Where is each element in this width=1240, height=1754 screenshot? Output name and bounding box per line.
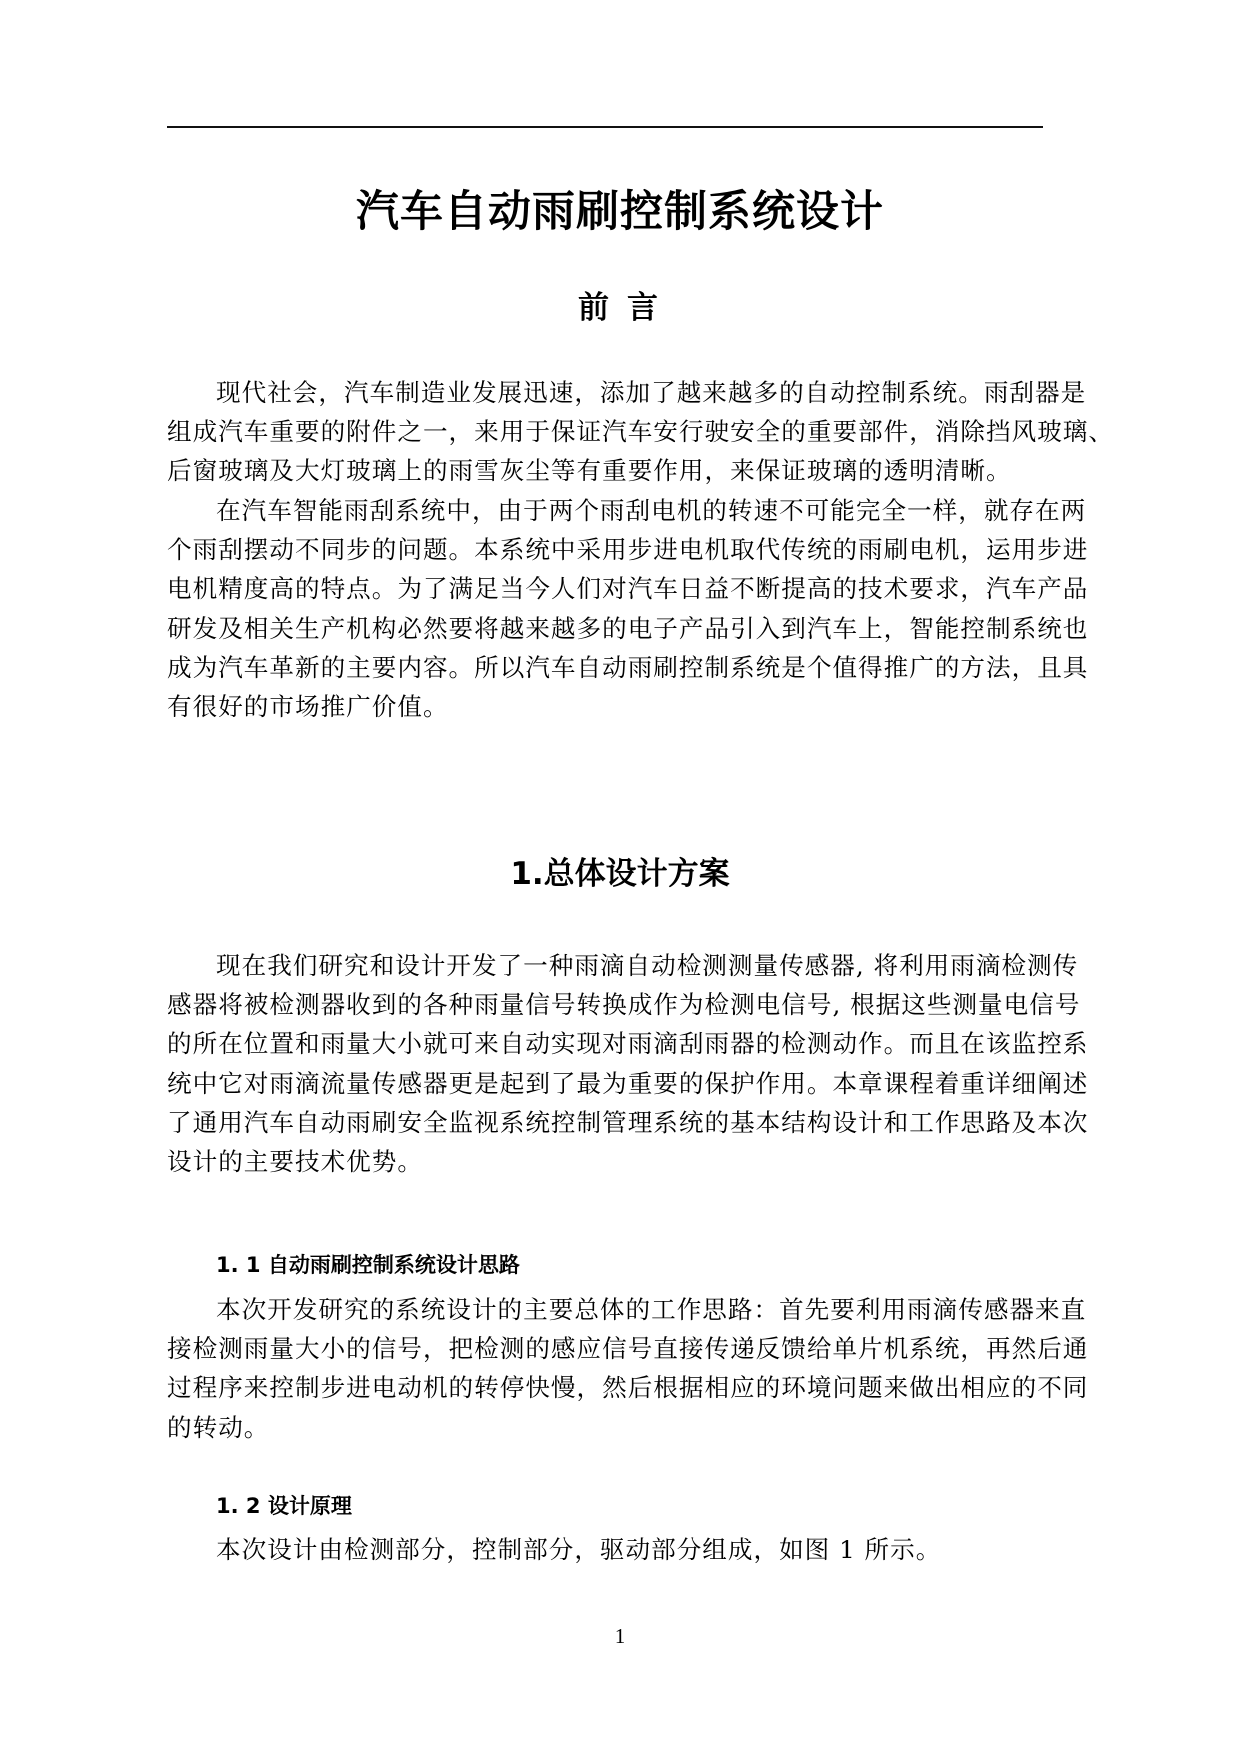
preface-paragraph-2 <box>167 491 1089 726</box>
preface-paragraph-1 <box>167 373 1114 491</box>
text-line: 研发及相关生产机构必然要将越来越多的电子产品引入到汽车上，智能控制系统也 <box>167 613 1089 643</box>
text-line: 组成汽车重要的附件之一，来用于保证汽车安行驶安全的重要部件，消除挡风玻璃、 <box>167 417 1114 447</box>
text-line: 的转动。 <box>167 1412 270 1442</box>
header-rule <box>167 126 1043 128</box>
subsection-1-1-paragraph <box>167 1290 1089 1447</box>
section-1-intro-paragraph <box>167 946 1089 1181</box>
text-line: 本次开发研究的系统设计的主要总体的工作思路：首先要利用雨滴传感器来直 <box>216 1295 1087 1324</box>
page-number: 1 <box>614 1624 626 1648</box>
text-line: 统中它对雨滴流量传感器更是起到了最为重要的保护作用。本章课程着重详细阐述 <box>167 1068 1089 1098</box>
text-line: 了通用汽车自动雨刷安全监视系统控制管理系统的基本结构设计和工作思路及本次 <box>167 1107 1089 1137</box>
section-1-heading: 1.总体设计方案 <box>510 856 730 892</box>
text-line: 有很好的市场推广价值。 <box>167 692 449 722</box>
subsection-1-2-paragraph <box>167 1530 1079 1569</box>
subsection-1-1-heading: 1. 1 自动雨刷控制系统设计思路 <box>216 1253 520 1277</box>
text-line: 设计的主要技术优势。 <box>167 1147 423 1177</box>
text-line: 的所在位置和雨量大小就可来自动实现对雨滴刮雨器的检测动作。而且在该监控系 <box>167 1029 1089 1059</box>
text-line: 感器将被检测器收到的各种雨量信号转换成作为检测电信号, 根据这些测量电信号 <box>167 990 1081 1020</box>
text-line: 现代社会，汽车制造业发展迅速，添加了越来越多的自动控制系统。雨刮器是 <box>216 378 1087 407</box>
text-line: 接检测雨量大小的信号，把检测的感应信号直接传递反馈给单片机系统，再然后通 <box>167 1334 1089 1364</box>
text-line: 成为汽车革新的主要内容。所以汽车自动雨刷控制系统是个值得推广的方法，且具 <box>167 652 1089 682</box>
text-line: 后窗玻璃及大灯玻璃上的雨雪灰尘等有重要作用，来保证玻璃的透明清晰。 <box>167 456 1012 486</box>
subsection-1-2-heading: 1. 2 设计原理 <box>216 1494 352 1518</box>
text-line: 电机精度高的特点。为了满足当今人们对汽车日益不断提高的技术要求，汽车产品 <box>167 574 1089 604</box>
text-line: 个雨刮摆动不同步的问题。本系统中采用步进电机取代传统的雨刷电机，运用步进 <box>167 535 1089 565</box>
text-line: 现在我们研究和设计开发了一种雨滴自动检测测量传感器, 将利用雨滴检测传 <box>216 951 1079 980</box>
text-line: 本次设计由检测部分，控制部分，驱动部分组成，如图 1 所示。 <box>216 1535 942 1564</box>
preface-heading: 前言 <box>578 290 676 326</box>
document-title: 汽车自动雨刷控制系统设计 <box>356 187 884 237</box>
text-line: 过程序来控制步进电动机的转停快慢，然后根据相应的环境问题来做出相应的不同 <box>167 1373 1089 1403</box>
text-line: 在汽车智能雨刮系统中，由于两个雨刮电机的转速不可能完全一样，就存在两 <box>216 496 1087 525</box>
